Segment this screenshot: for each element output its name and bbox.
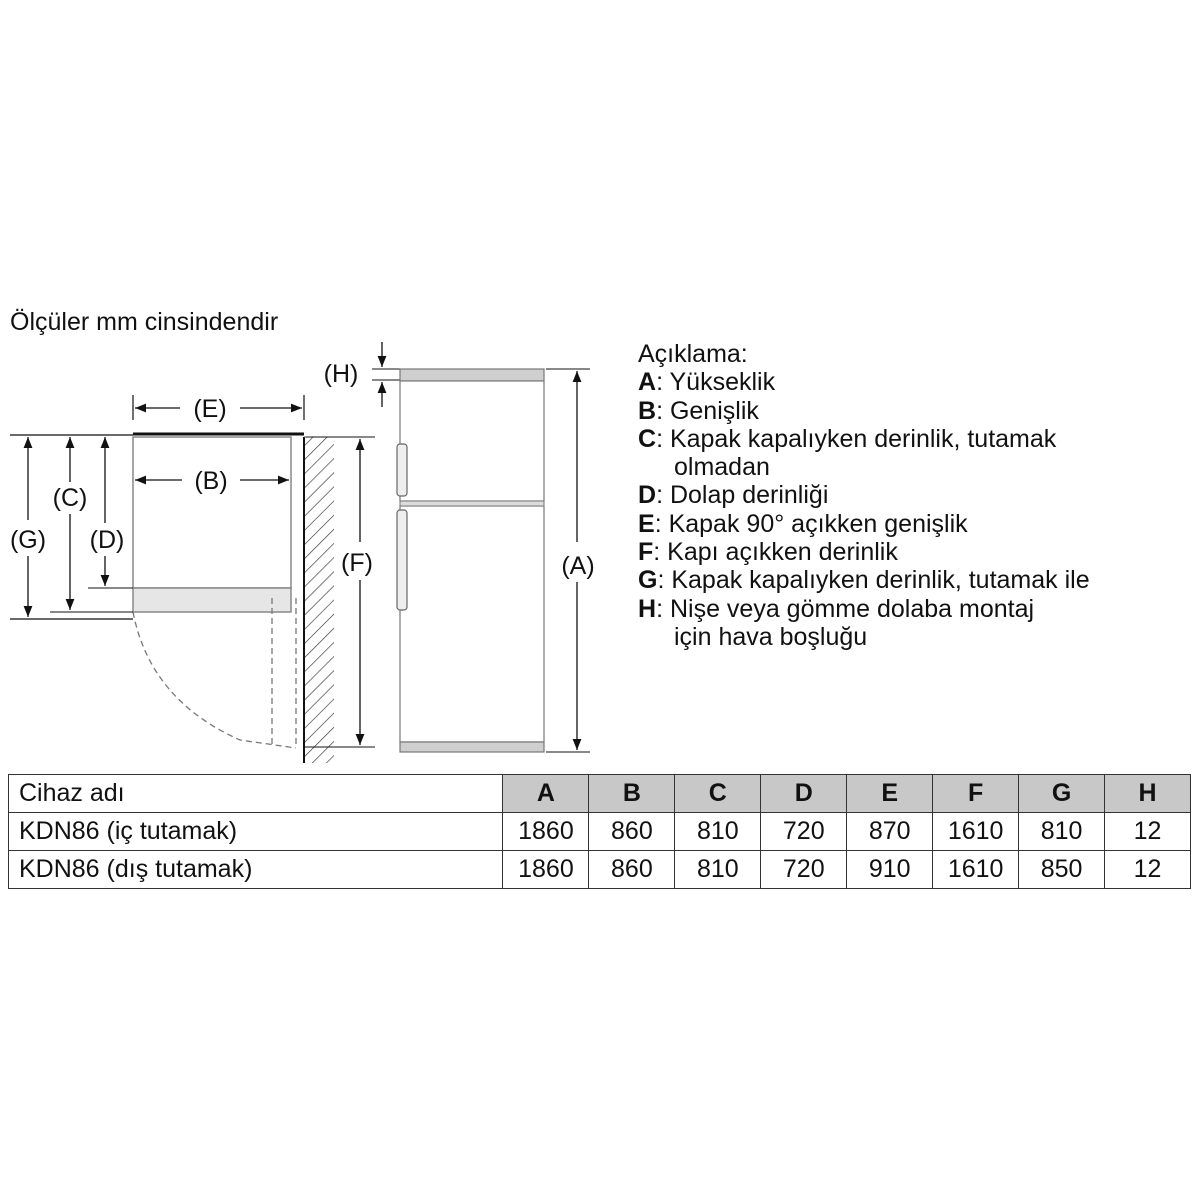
freezer-door <box>400 381 544 501</box>
legend-text: : Kapak kapalıyken derinlik, tutamak <box>656 424 1057 453</box>
legend <box>638 340 1090 651</box>
legend-key: H <box>638 594 657 623</box>
header-b: B <box>589 775 675 813</box>
legend-key: D <box>638 481 657 510</box>
legend-key: A <box>638 368 657 397</box>
appliance-base <box>400 742 544 752</box>
legend-item-h <box>638 595 1090 623</box>
label-c: (C) <box>52 484 88 512</box>
legend-key: C <box>638 424 657 453</box>
cabinet-body <box>133 437 291 588</box>
wall-hatch <box>304 437 334 763</box>
cell-a: 1860 <box>503 813 589 851</box>
legend-text: : Nişe veya gömme dolaba montaj <box>656 594 1035 623</box>
legend-item-h-cont: için hava boşluğu <box>674 622 868 651</box>
label-e: (E) <box>193 395 227 423</box>
legend-item-b <box>638 397 1090 425</box>
table-row <box>9 813 1191 851</box>
top-view <box>10 395 375 763</box>
legend-title: Açıklama: <box>638 340 748 368</box>
cell-g: 850 <box>1019 851 1105 889</box>
label-g: (G) <box>9 526 47 554</box>
cell-b: 860 <box>589 851 675 889</box>
header-a: A <box>503 775 589 813</box>
legend-text: : Dolap derinliği <box>656 481 829 510</box>
dimensions-table <box>8 774 1191 889</box>
label-f: (F) <box>341 549 373 577</box>
header-d: D <box>761 775 847 813</box>
table-row <box>9 851 1191 889</box>
legend-item-f <box>638 538 1090 566</box>
front-view <box>324 342 595 752</box>
legend-text: : Kapak 90° açıkken genişlik <box>654 509 968 538</box>
legend-item-a <box>638 368 1090 396</box>
cell-a: 1860 <box>503 851 589 889</box>
legend-key: B <box>638 396 657 425</box>
cell-h: 12 <box>1105 813 1191 851</box>
cell-device-name: KDN86 (iç tutamak) <box>9 813 503 851</box>
header-c: C <box>675 775 761 813</box>
cell-c: 810 <box>675 813 761 851</box>
legend-text: : Kapı açıkken derinlik <box>653 538 898 567</box>
legend-item-d <box>638 481 1090 509</box>
legend-text: : Yükseklik <box>656 368 776 397</box>
freezer-handle <box>397 444 407 496</box>
cell-h: 12 <box>1105 851 1191 889</box>
header-h: H <box>1105 775 1191 813</box>
table-header-row <box>9 775 1191 813</box>
legend-key: E <box>638 509 655 538</box>
legend-text: : Kapak kapalıyken derinlik, tutamak ile <box>657 566 1090 595</box>
door-open-outline <box>272 598 296 748</box>
cell-d: 720 <box>761 813 847 851</box>
cell-d: 720 <box>761 851 847 889</box>
door-gap <box>400 501 544 506</box>
cell-e: 870 <box>847 813 933 851</box>
legend-key: G <box>638 566 658 595</box>
legend-item-e <box>638 510 1090 538</box>
cell-e: 910 <box>847 851 933 889</box>
cell-b: 860 <box>589 813 675 851</box>
door-closed <box>133 588 291 612</box>
header-g: G <box>1019 775 1105 813</box>
fridge-handle <box>397 510 407 610</box>
legend-text: : Genişlik <box>656 396 759 425</box>
fridge-door <box>400 506 544 742</box>
legend-key: F <box>638 538 654 567</box>
header-f: F <box>933 775 1019 813</box>
legend-item-c-cont: olmadan <box>674 453 770 482</box>
header-device-name: Cihaz adı <box>9 775 503 813</box>
cell-device-name: KDN86 (dış tutamak) <box>9 851 503 889</box>
legend-item-g <box>638 566 1090 594</box>
cell-f: 1610 <box>933 851 1019 889</box>
label-d: (D) <box>89 526 125 554</box>
legend-item-c <box>638 425 1090 453</box>
cell-g: 810 <box>1019 813 1105 851</box>
label-b: (B) <box>194 467 228 495</box>
cell-f: 1610 <box>933 813 1019 851</box>
label-a: (A) <box>561 552 595 580</box>
cell-c: 810 <box>675 851 761 889</box>
label-h: (H) <box>323 360 359 388</box>
units-note: Ölçüler mm cinsindendir <box>10 308 279 336</box>
header-e: E <box>847 775 933 813</box>
appliance-top-cap <box>400 369 544 381</box>
